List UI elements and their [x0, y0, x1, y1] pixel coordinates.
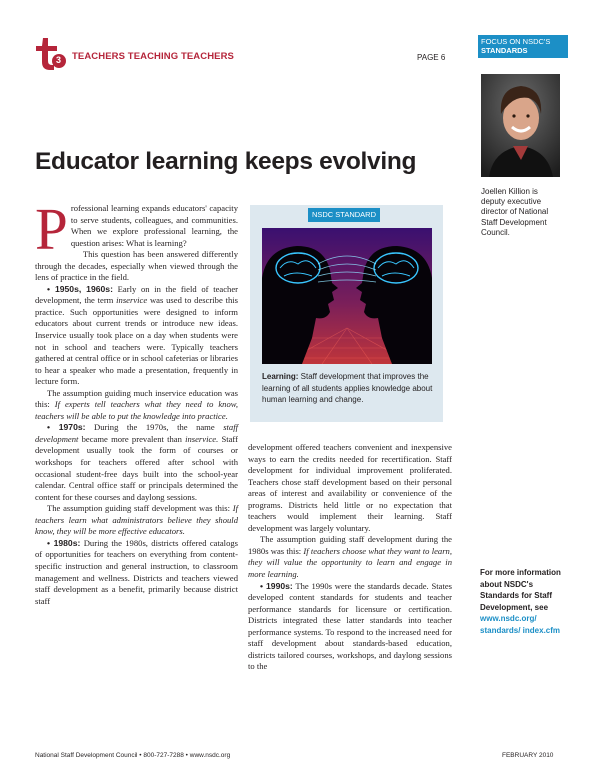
paragraph-assumption [248, 534, 452, 580]
drop-cap: P [35, 196, 68, 262]
article-column-1 [35, 196, 239, 607]
page-number: PAGE 6 [417, 53, 446, 62]
paragraph-text: This question has been answered differently through the decades, especially when viewed through the lens of practice in the field. [35, 249, 238, 283]
assumption-text: If teachers learn what administrators believe they should know, they will be more effective educators. [35, 503, 238, 537]
standards-link[interactable]: www.nsdc.org/ standards/ index.cfm [480, 614, 561, 635]
paragraph-1990s [248, 581, 452, 673]
era-heading: • 1950s, 1960s: [47, 283, 113, 294]
paragraph-text: was used to describe this practice. Such opportunities were designed to inform educators about current trends or introduce new ideas. Inservice usually took place on a day when students were not in school and teachers were. Typically teachers gathered at central office or in school cafeterias or libraries to hear a speaker who made a presentation, frequently in lecture form. [35, 295, 238, 387]
paragraph-text: development offered teachers convenient and inexpensive ways to earn the credits needed for recertification. Staff development for individual improvement proliferated. Teachers chose staff development based on their personal areas of interest and availability or convenience of the programs. Districts held little or no expectation that teachers would implement their learning. Staff development was largely voluntary. [248, 442, 452, 533]
logo-number: 3 [56, 55, 62, 65]
series-title: TEACHERS TEACHING TEACHERS [72, 51, 234, 62]
paragraph-1950s [35, 284, 238, 388]
intro-text: rofessional learning expands educators' capacity to serve students, colleagues, and communities. When we explore professional learning, the question arises: What is learning? [70, 203, 238, 248]
paragraph-text: became more prevalent than [78, 433, 186, 444]
standard-label: Learning: [262, 372, 299, 381]
assumption-text: If experts tell teachers what they need to know, teachers will be able to put the knowledge into practice. [35, 399, 238, 421]
paragraph-text: During the 1970s, the name [85, 422, 224, 433]
paragraph-1970s [35, 422, 238, 503]
focus-line1: FOCUS ON NSDC'S [481, 37, 551, 46]
author-photo [481, 74, 560, 177]
brain-illustration [262, 228, 432, 364]
paragraph-text: Staff development usually took the form of courses or workshops for teachers offered after school with occasional student-free days built into the school-year calendar. Central office staff or principals determined the content for these courses and daylong sessions. [35, 433, 238, 502]
paragraph-text: During the 1980s, districts offered catalogs of opportunities for teachers on everything from content-specific instruction and general instruction, to classroom management and wellness. Districts and teachers viewed staff development as a benefit, primarily because district staff [35, 537, 239, 606]
standard-text: Staff development that improves the learning of all students applies knowledge about human learning and change. [262, 372, 433, 404]
era-heading: • 1970s: [47, 422, 86, 433]
focus-line2: STANDARDS [481, 46, 528, 55]
era-heading: • 1990s: [260, 580, 293, 591]
article-title: Educator learning keeps evolving [35, 148, 417, 175]
more-info-note [480, 567, 572, 637]
emphasis-text: staff development [35, 422, 238, 444]
era-heading: • 1980s: [47, 537, 81, 548]
paragraph-text: Early on in the field of teacher development, the term [35, 283, 239, 306]
footer-contact: National Staff Development Council • 800-727-7288 • www.nsdc.org [35, 752, 231, 759]
more-info-text: For more information about NSDC's Standards for Staff Development, see [480, 568, 561, 612]
paragraph-text: The assumption guiding staff development was this: [47, 503, 233, 514]
footer-date: FEBRUARY 2010 [502, 752, 554, 759]
emphasis-text: inservice. [185, 433, 219, 444]
focus-banner [478, 35, 568, 58]
article-column-2 [248, 442, 452, 673]
paragraph-text: The assumption guiding staff development during the 1980s was this: [248, 534, 452, 556]
paragraph-1980s [35, 538, 238, 607]
photo-caption: Joellen Killion is deputy executive director of National Staff Development Council. [481, 187, 549, 237]
emphasis-text: inservice [116, 295, 148, 306]
assumption-text: If teachers choose what they want to learn, they will value the opportunity to learn and engage in more learning. [248, 545, 452, 580]
paragraph-assumption [35, 503, 238, 538]
paragraph-text: The 1990s were the standards decade. States developed content standards for students and teacher performance standards for licensure or certification. Districts integrated these latter standards into teacher performance systems. To respond to the increased need for staff development about standards-based education, districts tailored courses, workshops, and daylong sessions to the [248, 580, 452, 672]
paragraph-text: The assumption guiding much inservice education was this: [35, 387, 238, 410]
standard-tag: NSDC STANDARD [308, 208, 380, 222]
paragraph-assumption [35, 388, 238, 423]
paragraph [248, 442, 452, 534]
standard-description [262, 371, 438, 406]
series-logo-icon [30, 34, 70, 74]
